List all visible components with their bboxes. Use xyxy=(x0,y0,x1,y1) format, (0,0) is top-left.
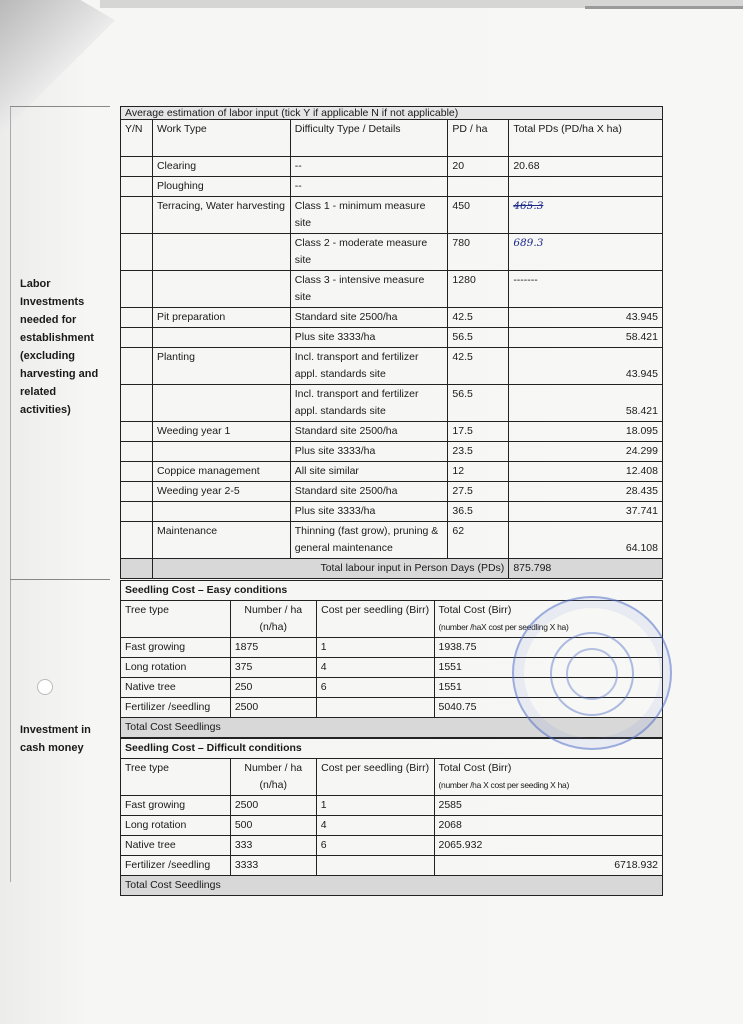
tree-type-cell: Native tree xyxy=(121,836,231,856)
work-type-cell: Coppice management xyxy=(152,462,290,482)
left-border xyxy=(10,107,11,882)
total-pds-cell: ------- xyxy=(509,271,663,308)
yn-cell xyxy=(121,177,153,197)
yn-cell xyxy=(121,157,153,177)
work-type-cell: Planting xyxy=(152,348,290,385)
work-type-cell xyxy=(152,271,290,308)
pd-ha-cell: 20 xyxy=(448,157,509,177)
number-per-ha-cell: 500 xyxy=(230,816,316,836)
total-cost-cell: 6718.932 xyxy=(434,856,663,876)
difficulty-cell: Class 3 - intensive measure site xyxy=(290,271,448,308)
labor-row xyxy=(121,157,663,177)
work-type-cell: Terracing, Water harvesting xyxy=(152,197,290,234)
work-type-cell xyxy=(152,502,290,522)
pd-ha-cell: 62 xyxy=(448,522,509,559)
labor-row xyxy=(121,502,663,522)
difficulty-cell: Standard site 2500/ha xyxy=(290,422,448,442)
labor-row xyxy=(121,177,663,197)
pd-ha-cell xyxy=(448,177,509,197)
header-yn: Y/N xyxy=(121,120,153,157)
difficulty-cell: Plus site 3333/ha xyxy=(290,502,448,522)
difficult-header-cost: Cost per seedling (Birr) xyxy=(316,759,434,796)
difficult-seedling-row xyxy=(121,796,663,816)
cost-per-seedling-cell: 4 xyxy=(316,816,434,836)
pd-ha-cell: 17.5 xyxy=(448,422,509,442)
cost-per-seedling-cell xyxy=(316,698,434,718)
work-type-cell: Pit preparation xyxy=(152,308,290,328)
pd-ha-cell: 56.5 xyxy=(448,385,509,422)
total-pds-cell: 43.945 xyxy=(509,308,663,328)
cost-per-seedling-cell: 1 xyxy=(316,638,434,658)
difficulty-cell: Thinning (fast grow), pruning & general maintenance xyxy=(290,522,448,559)
difficulty-cell: Standard site 2500/ha xyxy=(290,308,448,328)
labor-row xyxy=(121,197,663,234)
labor-title: Average estimation of labor input (tick Y if applicable N if not applicable) xyxy=(121,107,663,120)
total-pds-cell: 58.421 xyxy=(509,328,663,348)
total-spacer xyxy=(121,559,153,579)
work-type-cell: Weeding year 1 xyxy=(152,422,290,442)
pd-ha-cell: 56.5 xyxy=(448,328,509,348)
header-pd-ha: PD / ha xyxy=(448,120,509,157)
work-type-cell: Ploughing xyxy=(152,177,290,197)
yn-cell xyxy=(121,348,153,385)
difficulty-cell: Class 2 - moderate measure site xyxy=(290,234,448,271)
pd-ha-cell: 42.5 xyxy=(448,308,509,328)
difficult-seedling-row xyxy=(121,856,663,876)
labor-row xyxy=(121,462,663,482)
pd-ha-cell: 27.5 xyxy=(448,482,509,502)
labor-section-label: Labor Investments needed for establishment (excluding harvesting and related activities) xyxy=(20,278,99,416)
labor-row xyxy=(121,348,663,385)
section-label-column xyxy=(10,106,110,882)
cost-per-seedling-cell: 6 xyxy=(316,836,434,856)
tree-type-cell: Long rotation xyxy=(121,816,231,836)
stamp-inner-ring xyxy=(566,648,618,700)
total-pds-cell: 24.299 xyxy=(509,442,663,462)
total-cost-cell: 1551 xyxy=(434,658,663,678)
cost-per-seedling-cell: 4 xyxy=(316,658,434,678)
labor-row xyxy=(121,308,663,328)
labor-row xyxy=(121,522,663,559)
yn-cell xyxy=(121,385,153,422)
difficulty-cell: Class 1 - minimum measure site xyxy=(290,197,448,234)
difficulty-cell: Plus site 3333/ha xyxy=(290,328,448,348)
difficulty-cell: All site similar xyxy=(290,462,448,482)
total-cost-cell: 1551 xyxy=(434,678,663,698)
number-per-ha-cell: 2500 xyxy=(230,698,316,718)
work-type-cell xyxy=(152,328,290,348)
tree-type-cell: Native tree xyxy=(121,678,231,698)
difficult-header-number: Number / ha (n/ha) xyxy=(230,759,316,796)
number-per-ha-cell: 2500 xyxy=(230,796,316,816)
yn-cell xyxy=(121,442,153,462)
yn-cell xyxy=(121,502,153,522)
total-cost-cell: 2065.932 xyxy=(434,836,663,856)
labor-row xyxy=(121,234,663,271)
total-cost-cell: 5040.75 xyxy=(434,698,663,718)
labor-row xyxy=(121,442,663,462)
easy-title: Seedling Cost – Easy conditions xyxy=(121,581,663,601)
pd-ha-cell: 36.5 xyxy=(448,502,509,522)
labor-row xyxy=(121,422,663,442)
yn-cell xyxy=(121,422,153,442)
work-type-cell xyxy=(152,234,290,271)
yn-cell xyxy=(121,271,153,308)
pd-ha-cell: 450 xyxy=(448,197,509,234)
number-per-ha-cell: 3333 xyxy=(230,856,316,876)
yn-cell xyxy=(121,482,153,502)
total-pds-cell: 689.3 xyxy=(509,234,663,271)
header-difficulty: Difficulty Type / Details xyxy=(290,120,448,157)
number-per-ha-cell: 250 xyxy=(230,678,316,698)
difficult-formula: (number /ha X cost per seeding X ha) xyxy=(438,780,569,790)
labor-row xyxy=(121,328,663,348)
difficult-seedling-row xyxy=(121,816,663,836)
tree-type-cell: Fertilizer /seedling xyxy=(121,856,231,876)
easy-header-cost: Cost per seedling (Birr) xyxy=(316,601,434,638)
number-per-ha-cell: 333 xyxy=(230,836,316,856)
difficult-total-label: Total Cost Seedlings xyxy=(121,876,663,896)
easy-header-number: Number / ha (n/ha) xyxy=(230,601,316,638)
difficulty-cell: Standard site 2500/ha xyxy=(290,482,448,502)
number-per-ha-cell: 375 xyxy=(230,658,316,678)
page-top-edge-line xyxy=(585,6,743,9)
work-type-cell xyxy=(152,442,290,462)
form-container xyxy=(10,106,658,891)
total-pds-cell: 18.095 xyxy=(509,422,663,442)
easy-total-label: Total Cost Seedlings xyxy=(121,718,663,738)
total-pds-cell xyxy=(509,177,663,197)
total-cost-cell: 1938.75 xyxy=(434,638,663,658)
labor-total-value: 875.798 xyxy=(509,559,663,579)
difficult-body xyxy=(121,796,663,876)
labor-body xyxy=(121,157,663,559)
difficulty-cell: Incl. transport and fertilizer appl. standards site xyxy=(290,385,448,422)
labor-total-row xyxy=(121,559,663,579)
difficult-header-total-label: Total Cost (Birr) xyxy=(438,762,512,774)
easy-header-total-label: Total Cost (Birr) xyxy=(438,604,512,616)
labor-row xyxy=(121,385,663,422)
total-pds-cell: 37.741 xyxy=(509,502,663,522)
easy-formula: (number /haX cost per seedling X ha) xyxy=(438,622,569,632)
cost-per-seedling-cell: 6 xyxy=(316,678,434,698)
total-pds-cell: 43.945 xyxy=(509,348,663,385)
difficult-header-total xyxy=(434,759,663,796)
difficulty-cell: -- xyxy=(290,157,448,177)
yn-cell xyxy=(121,522,153,559)
difficulty-cell: Incl. transport and fertilizer appl. standards site xyxy=(290,348,448,385)
tree-type-cell: Fast growing xyxy=(121,638,231,658)
pd-ha-cell: 23.5 xyxy=(448,442,509,462)
total-pds-cell: 465.3 xyxy=(509,197,663,234)
total-pds-cell: 58.421 xyxy=(509,385,663,422)
punch-hole xyxy=(37,679,53,695)
total-pds-cell: 64.108 xyxy=(509,522,663,559)
cost-per-seedling-cell xyxy=(316,856,434,876)
yn-cell xyxy=(121,462,153,482)
number-per-ha-cell: 1875 xyxy=(230,638,316,658)
tree-type-cell: Fast growing xyxy=(121,796,231,816)
pd-ha-cell: 42.5 xyxy=(448,348,509,385)
yn-cell xyxy=(121,308,153,328)
difficult-header-tree-type: Tree type xyxy=(121,759,231,796)
labor-row xyxy=(121,271,663,308)
easy-header-tree-type: Tree type xyxy=(121,601,231,638)
cost-per-seedling-cell: 1 xyxy=(316,796,434,816)
total-pds-cell: 28.435 xyxy=(509,482,663,502)
yn-cell xyxy=(121,197,153,234)
section-divider xyxy=(10,579,110,580)
total-pds-cell: 20.68 xyxy=(509,157,663,177)
tree-type-cell: Fertilizer /seedling xyxy=(121,698,231,718)
labor-table xyxy=(120,106,663,579)
work-type-cell: Maintenance xyxy=(152,522,290,559)
difficult-seedling-row xyxy=(121,836,663,856)
difficult-header-row xyxy=(121,759,663,796)
pd-ha-cell: 780 xyxy=(448,234,509,271)
difficulty-cell: Plus site 3333/ha xyxy=(290,442,448,462)
difficult-title: Seedling Cost – Difficult conditions xyxy=(121,739,663,759)
work-type-cell xyxy=(152,385,290,422)
yn-cell xyxy=(121,234,153,271)
total-cost-cell: 2585 xyxy=(434,796,663,816)
work-type-cell: Weeding year 2-5 xyxy=(152,482,290,502)
header-work-type: Work Type xyxy=(152,120,290,157)
labor-row xyxy=(121,482,663,502)
tree-type-cell: Long rotation xyxy=(121,658,231,678)
pd-ha-cell: 1280 xyxy=(448,271,509,308)
official-stamp xyxy=(512,596,672,750)
total-pds-cell: 12.408 xyxy=(509,462,663,482)
seedling-difficult-table xyxy=(120,738,663,896)
difficulty-cell: -- xyxy=(290,177,448,197)
labor-title-row xyxy=(121,107,663,120)
work-type-cell: Clearing xyxy=(152,157,290,177)
labor-header-row xyxy=(121,120,663,157)
header-total-pds: Total PDs (PD/ha X ha) xyxy=(509,120,663,157)
labor-total-label: Total labour input in Person Days (PDs) xyxy=(152,559,508,579)
yn-cell xyxy=(121,328,153,348)
investment-section-label: Investment in cash money xyxy=(20,724,91,754)
pd-ha-cell: 12 xyxy=(448,462,509,482)
total-cost-cell: 2068 xyxy=(434,816,663,836)
